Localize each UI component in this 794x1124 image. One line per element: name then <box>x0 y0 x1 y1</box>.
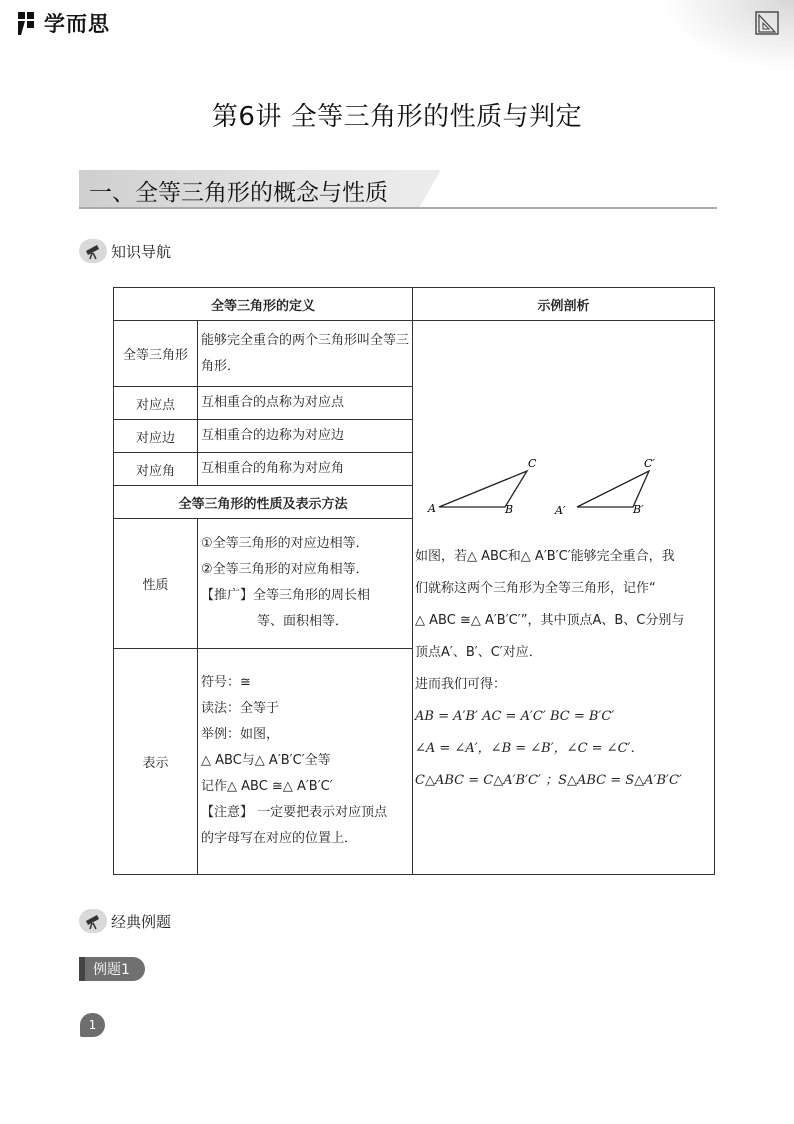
notation-line: 读法：全等于 <box>201 701 280 717</box>
example-line: 们就称这两个三角形为全等三角形，记作“ <box>415 581 656 596</box>
brand-logo <box>16 8 110 38</box>
example-tag: 例题1 <box>79 957 145 981</box>
term-corresponding-point: 对应点 <box>114 387 198 420</box>
properties-header: 全等三角形的性质及表示方法 <box>114 486 413 519</box>
ruler-triangle-icon <box>754 10 780 36</box>
page-title: 第6讲 全等三角形的性质与判定 <box>211 102 583 132</box>
equal-sides: AB = A′B′ AC = A′C′ BC = B′C′ <box>415 709 615 724</box>
notation-line: 【注意】 一定要把表示对应顶点 <box>201 805 388 821</box>
label-c: C <box>528 457 537 470</box>
example-explanation <box>415 541 711 797</box>
triangle-abc <box>439 471 527 507</box>
property-content <box>198 519 413 648</box>
equal-angles: ∠A = ∠A′，∠B = ∠B′，∠C = ∠C′． <box>415 741 644 756</box>
section-title: 一、全等三角形的概念与性质 <box>89 180 388 206</box>
example-line: 如图，若△ ABC和△ A′B′C′能够完全重合，我 <box>415 549 675 564</box>
property-line: 等、面积相等． <box>257 614 349 630</box>
question-number: 1 <box>80 1013 105 1037</box>
knowledge-heading: 知识导航 <box>79 238 171 264</box>
notation-label: 表示 <box>114 648 198 874</box>
term-corresponding-side: 对应边 <box>114 420 198 453</box>
triangle-figure <box>425 457 685 527</box>
notation-line: 的字母写在对应的位置上． <box>201 831 358 847</box>
desc-congruent: 能够完全重合的两个三角形叫全等三角形． <box>198 321 413 387</box>
equal-perimeter-area: C△ABC = C△A′B′C′ ；S△ABC = S△A′B′C′ <box>415 773 682 788</box>
notation-content <box>198 648 413 874</box>
telescope-icon <box>79 239 107 263</box>
notation-line: 记作△ ABC ≅△ A′B′C′ <box>201 779 333 795</box>
property-line: ①全等三角形的对应边相等． <box>201 536 369 552</box>
knowledge-table <box>113 287 715 875</box>
classic-heading: 经典例题 <box>79 908 171 934</box>
property-line: ②全等三角形的对应角相等． <box>201 562 369 578</box>
label-b: B <box>505 503 514 516</box>
label-b-prime: B′ <box>633 503 644 516</box>
property-line: 【推广】全等三角形的周长相 <box>201 588 371 604</box>
property-label: 性质 <box>114 519 198 648</box>
brand-name: 学而思 <box>44 12 110 36</box>
desc-corresponding-angle: 互相重合的角称为对应角 <box>198 453 413 486</box>
label-a-prime: A′ <box>555 504 566 517</box>
desc-corresponding-point: 互相重合的点称为对应点 <box>198 387 413 420</box>
notation-line: 符号：≅ <box>201 675 251 691</box>
example-header: 示例剖析 <box>413 288 715 321</box>
example-line: 顶点A′、B′、C′对应． <box>415 645 542 660</box>
example-line: △ ABC ≅△ A′B′C′”，其中顶点A、B、C分别与 <box>415 613 685 628</box>
label-c-prime: C′ <box>644 457 655 470</box>
term-congruent: 全等三角形 <box>114 321 198 387</box>
notation-line: △ ABC与△ A′B′C′全等 <box>201 753 331 769</box>
label-a: A <box>428 502 436 515</box>
brand-mark-icon <box>16 9 40 37</box>
telescope-icon <box>79 909 107 933</box>
triangle-a2b2c2 <box>577 471 649 507</box>
term-corresponding-angle: 对应角 <box>114 453 198 486</box>
definition-header: 全等三角形的定义 <box>114 288 413 321</box>
section-banner <box>79 170 717 210</box>
example-line: 进而我们可得： <box>415 677 507 692</box>
notation-line: 举例：如图， <box>201 727 280 743</box>
example-cell <box>413 321 715 875</box>
desc-corresponding-side: 互相重合的边称为对应边 <box>198 420 413 453</box>
